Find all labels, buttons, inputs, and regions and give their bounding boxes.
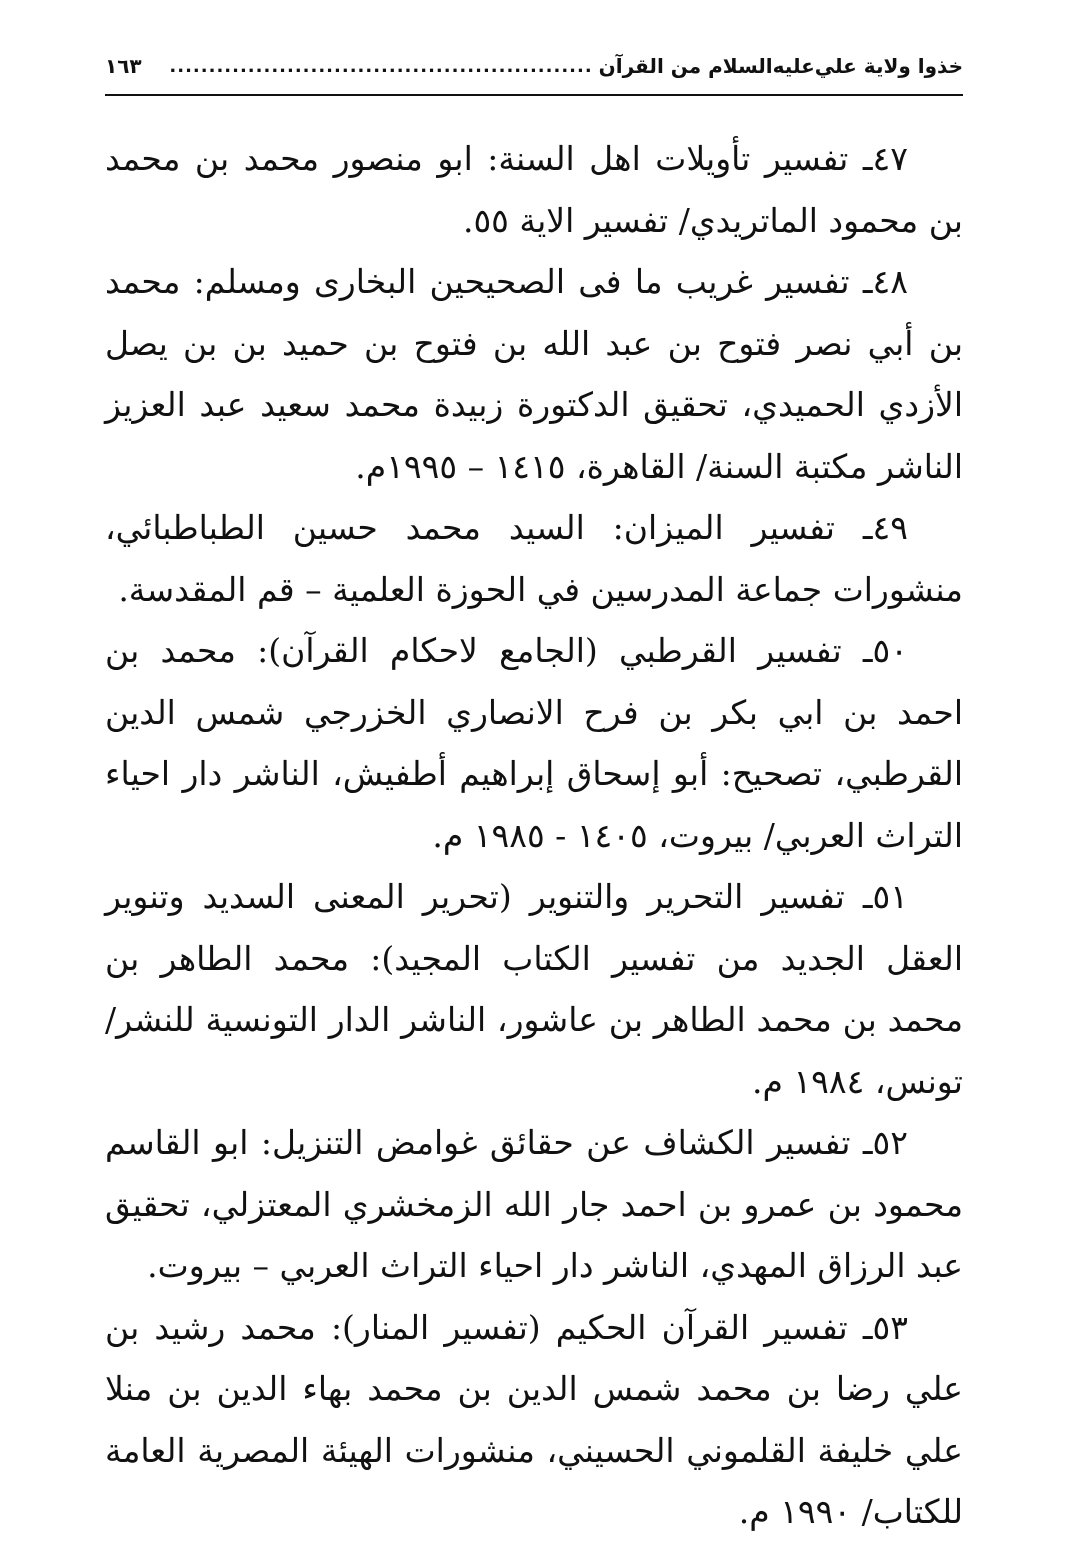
page-number: ١٦٣	[105, 54, 142, 78]
header-rule	[105, 94, 963, 96]
bibliography-list	[105, 128, 963, 1543]
bibliography-entry-47: ٤٧ـ تفسير تأويلات اهل السنة: ابو منصور محمد بن محمد بن محمود الماتريدي/ تفسير الاية ٥٥.	[105, 139, 963, 240]
bibliography-entry-52: ٥٢ـ تفسير الكشاف عن حقائق غوامض التنزيل: ابو القاسم محمود بن عمرو بن احمد جار الله الزمخشري المعتزلي، تحقيق عبد الرزاق المهدي، الناشر دار احياء التراث العربي – بيروت.	[105, 1123, 963, 1285]
header-title: خذوا ولاية علي‌عليه‌السلام من القرآن	[598, 54, 963, 78]
bibliography-entry-50: ٥٠ـ تفسير القرطبي (الجامع لاحكام القرآن): محمد بن احمد بن ابي بكر بن فرح الانصاري الخزرجي شمس الدين القرطبي، تصحيح: أبو إسحاق إبراهيم أطفيش، الناشر دار احياء التراث العربي/ بيروت، ١٤٠٥ - ١٩٨٥ م.	[105, 631, 963, 855]
bibliography-entry-48: ٤٨ـ تفسير غريب ما فى الصحيحين البخارى ومسلم: محمد بن أبي نصر فتوح بن عبد الله بن فتوح بن حميد بن بن يصل الأزدي الحميدي، تحقيق الدكتورة زبيدة محمد سعيد عبد العزيز الناشر مكتبة السنة/ القاهرة، ١٤١٥ – ١٩٩٥م.	[105, 262, 963, 486]
header-dot-leader: ......................................................	[169, 55, 593, 77]
running-header	[105, 44, 963, 88]
bibliography-entry-49: ٤٩ـ تفسير الميزان: السيد محمد حسين الطباطبائي، منشورات جماعة المدرسين في الحوزة العلمية – قم المقدسة.	[105, 508, 963, 609]
bibliography-entry-53: ٥٣ـ تفسير القرآن الحكيم (تفسير المنار): محمد رشيد بن علي رضا بن محمد شمس الدين بن محمد بهاء الدين بن منلا علي خليفة القلموني الحسيني، منشورات الهيئة المصرية العامة للكتاب/ ١٩٩٠ م.	[105, 1307, 963, 1531]
bibliography-entry-51: ٥١ـ تفسير التحرير والتنوير (تحرير المعنى السديد وتنوير العقل الجديد من تفسير الكتاب المجيد): محمد الطاهر بن محمد بن محمد الطاهر بن عاشور، الناشر الدار التونسية للنشر/ تونس، ١٩٨٤ م.	[105, 877, 963, 1101]
